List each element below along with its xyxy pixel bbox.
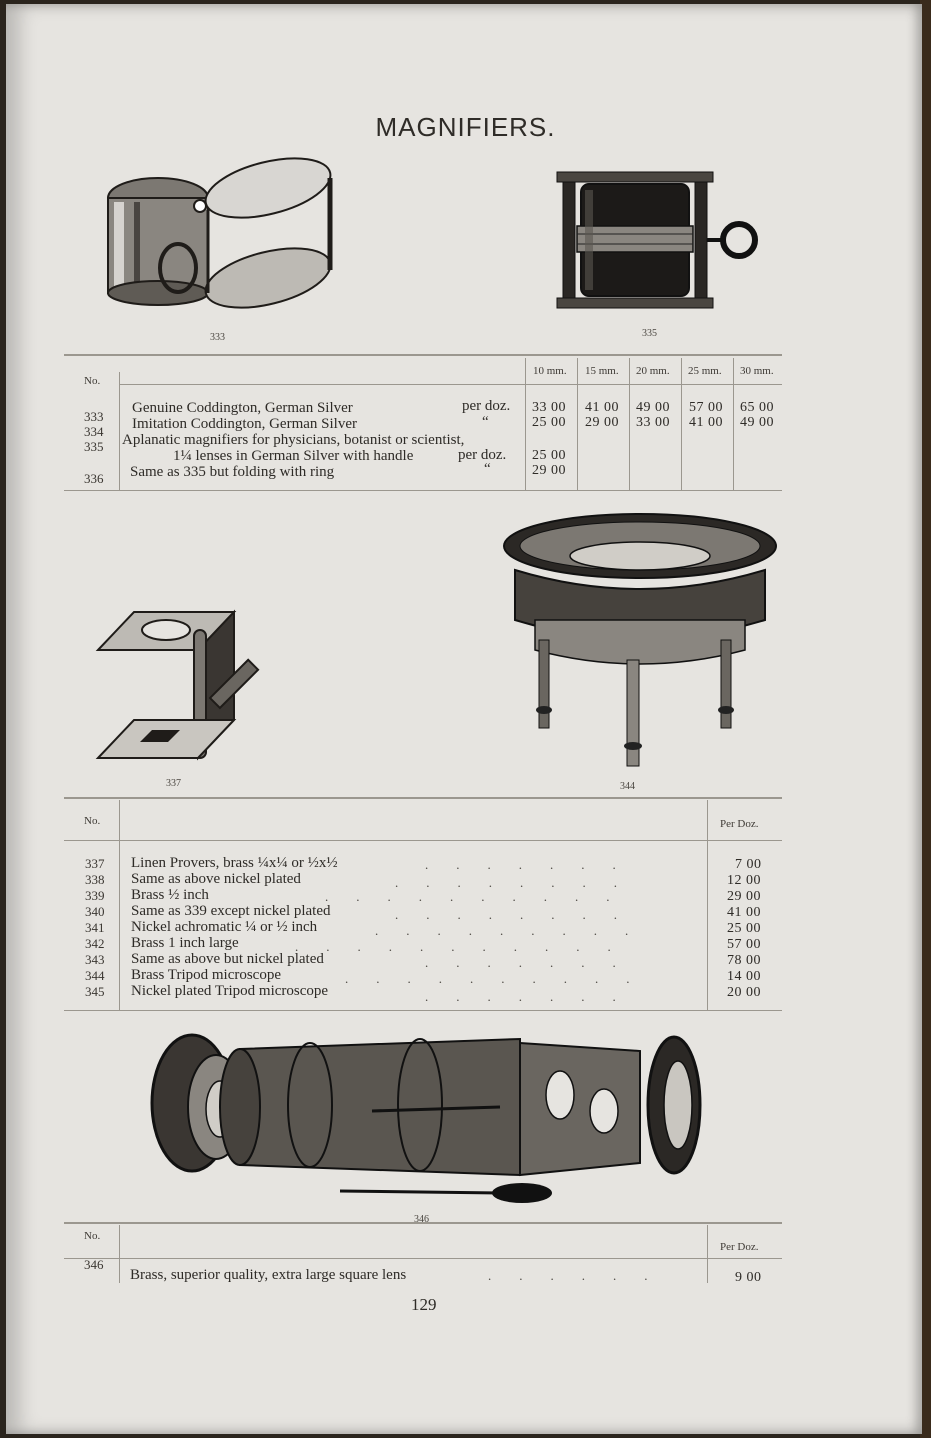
table1-ditto-mark: “ (484, 461, 491, 477)
figure-346-label: 346 (414, 1214, 429, 1225)
table2-item-number: 345 (85, 984, 105, 999)
table1-col-divider (733, 358, 734, 490)
table1-col-30mm: 30 mm. (740, 365, 774, 377)
page-title: MAGNIFIERS. (375, 112, 556, 142)
leader-dots: ....... (425, 989, 644, 1004)
figure-337-linen-prover-illustration (94, 590, 274, 770)
figure-335-label: 335 (642, 328, 657, 339)
table2-item-number: 342 (85, 936, 105, 951)
table2-item-number: 341 (85, 920, 105, 935)
table1-col-divider (119, 372, 120, 490)
table2-item-number: 338 (85, 872, 105, 887)
table2-item-number: 344 (85, 968, 105, 983)
table1-price-cell: 29 00 (532, 463, 566, 478)
table1-desc-line: Imitation Coddington, German Silver (132, 416, 357, 432)
figure-344-tripod-microscope-illustration (495, 510, 785, 782)
table1-item-number: 334 (84, 424, 104, 439)
figure-344-label: 344 (620, 781, 635, 792)
leader-dots: .......... (345, 971, 658, 986)
table1-col-10mm: 10 mm. (533, 365, 567, 377)
table2-item-number: 343 (85, 952, 105, 967)
table2-item-desc: Linen Provers, brass ¼x¼ or ½x½ (131, 855, 338, 871)
table3-top-rule (64, 1222, 782, 1224)
table1-price-cell: 49 00 (740, 415, 774, 430)
table1-desc-line: Genuine Coddington, German Silver (132, 400, 353, 416)
table3-no-header: No. (84, 1230, 101, 1242)
table1-price-cell: 57 00 (689, 400, 723, 415)
table1-item-number: 335 (84, 439, 104, 454)
table2-item-price: 29 00 (727, 889, 761, 904)
table1-bottom-rule (64, 490, 782, 491)
table1-col-divider (525, 358, 526, 490)
table3-item-desc: Brass, superior quality, extra large square lens (130, 1267, 407, 1283)
table1-col-divider (629, 358, 630, 490)
table1-col-25mm: 25 mm. (688, 365, 722, 377)
table3-item-price: 9 00 (735, 1270, 762, 1285)
table1-no-header: No. (84, 375, 101, 387)
table2-item-desc: Same as 339 except nickel plated (131, 903, 331, 919)
table1-unit: per doz. (458, 447, 507, 463)
leader-dots: .......... (325, 889, 638, 904)
table1-desc-line: Same as 335 but folding with ring (130, 464, 335, 480)
figure-333-coddington-illustration (98, 150, 358, 320)
figure-337-label: 337 (166, 778, 181, 789)
table1-desc-line: Aplanatic magnifiers for physicians, botanist or scientist, (122, 432, 465, 448)
table3-col-divider (119, 1225, 120, 1283)
table1-col-15mm: 15 mm. (585, 365, 619, 377)
table2-item-desc: Same as above but nickel plated (131, 951, 324, 967)
table2-item-number: 340 (85, 904, 105, 919)
table1-price-cell: 33 00 (532, 400, 566, 415)
leader-dots: ....... (425, 955, 644, 970)
table1-price-cell: 41 00 (585, 400, 619, 415)
leader-dots: ....... (425, 857, 644, 872)
table2-item-number: 337 (85, 856, 105, 871)
table1-price-cell: 49 00 (636, 400, 670, 415)
table1-price-cell: 41 00 (689, 415, 723, 430)
table2-price-header: Per Doz. (720, 818, 759, 830)
table3-price-header: Per Doz. (720, 1241, 759, 1253)
leader-dots: ...... (488, 1268, 676, 1283)
figure-333-label: 333 (210, 332, 225, 343)
table2-item-price: 25 00 (727, 921, 761, 936)
table2-item-desc: Nickel achromatic ¼ or ½ inch (131, 919, 318, 935)
figure-346-brass-magnifier-illustration (140, 1025, 730, 1205)
table2-item-desc: Nickel plated Tripod microscope (131, 983, 329, 999)
table3-header-rule (64, 1258, 782, 1259)
table2-item-price: 41 00 (727, 905, 761, 920)
table2-col-divider (707, 800, 708, 1010)
table2-item-desc: Brass 1 inch large (131, 935, 239, 951)
table1-col-divider (577, 358, 578, 490)
table2-item-desc: Same as above nickel plated (131, 871, 301, 887)
table2-item-desc: Brass Tripod microscope (131, 967, 281, 983)
page-number: 129 (411, 1295, 437, 1314)
table1-item-number: 336 (84, 471, 104, 486)
leader-dots: ........... (295, 939, 639, 954)
table2-item-price: 57 00 (727, 937, 761, 952)
leader-dots: ......... (375, 923, 657, 938)
table1-price-cell: 25 00 (532, 415, 566, 430)
table2-item-price: 7 00 (735, 857, 762, 872)
table2-no-header: No. (84, 815, 101, 827)
table1-header-rule (120, 384, 782, 385)
table1-unit: per doz. (462, 398, 511, 414)
leader-dots: ........ (395, 875, 645, 890)
table2-top-rule (64, 797, 782, 799)
table2-col-divider (119, 800, 120, 1010)
table1-price-cell: 25 00 (532, 448, 566, 463)
table3-col-divider (707, 1225, 708, 1283)
table3-item-number: 346 (84, 1257, 104, 1272)
table1-col-divider (681, 358, 682, 490)
table2-item-desc: Brass ½ inch (131, 887, 209, 903)
table1-price-cell: 29 00 (585, 415, 619, 430)
leader-dots: ........ (395, 907, 645, 922)
table1-price-cell: 65 00 (740, 400, 774, 415)
table2-item-price: 14 00 (727, 969, 761, 984)
table1-desc-line: 1¼ lenses in German Silver with handle (173, 448, 414, 464)
table1-ditto-mark: “ (482, 414, 489, 430)
table2-item-price: 20 00 (727, 985, 761, 1000)
table2-item-price: 12 00 (727, 873, 761, 888)
table1-top-rule (64, 354, 782, 356)
table2-item-price: 78 00 (727, 953, 761, 968)
figure-335-aplanatic-illustration (555, 170, 765, 312)
table1-col-20mm: 20 mm. (636, 365, 670, 377)
table1-price-cell: 33 00 (636, 415, 670, 430)
table2-item-number: 339 (85, 888, 105, 903)
table2-bottom-rule (64, 1010, 782, 1011)
table1-item-number: 333 (84, 409, 104, 424)
table2-header-rule (64, 840, 782, 841)
